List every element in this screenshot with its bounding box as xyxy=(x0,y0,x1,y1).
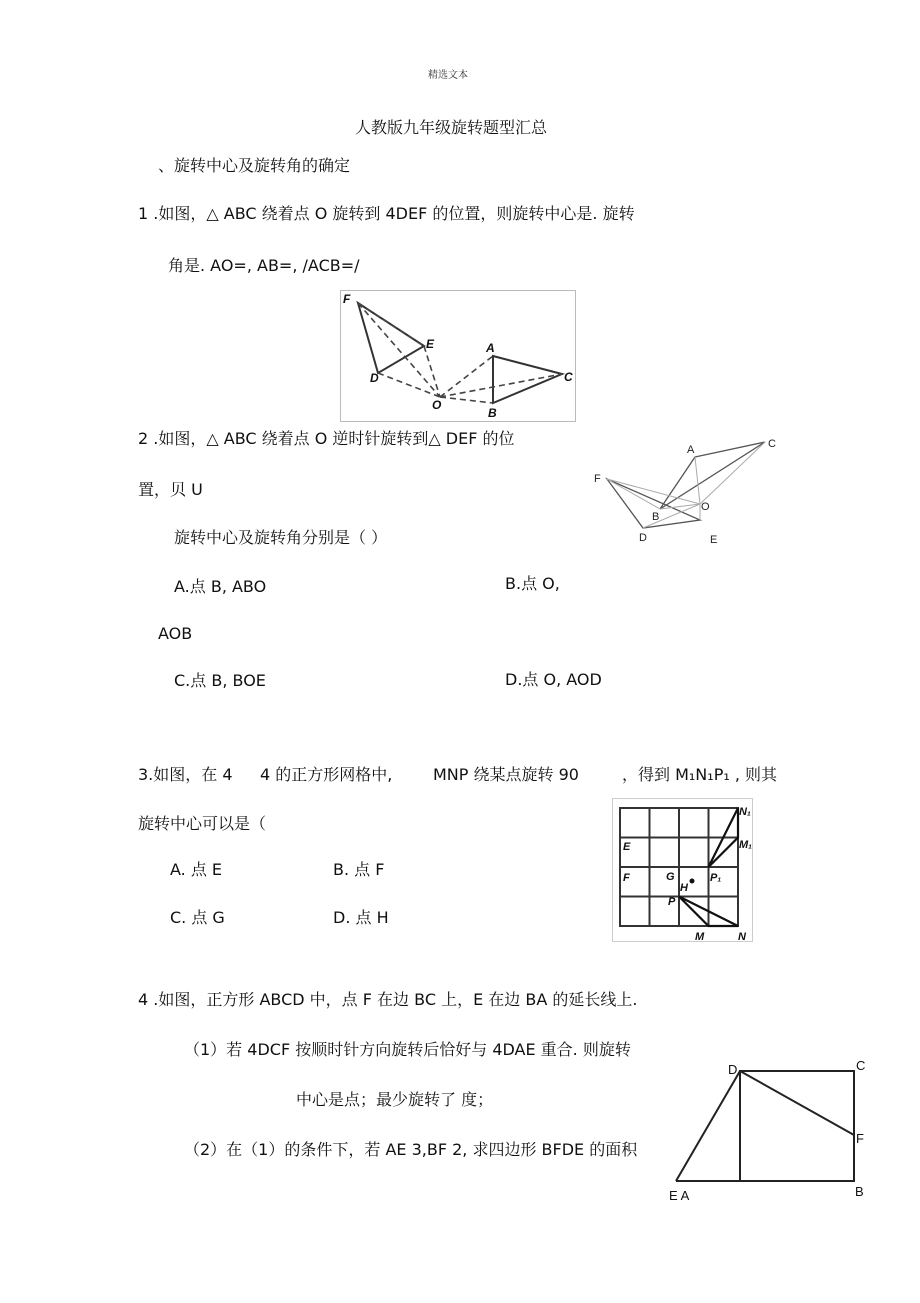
q1-label-A: A xyxy=(486,341,495,355)
q3-point-h xyxy=(690,879,695,884)
q2-label-A: A xyxy=(687,444,695,456)
q2-label-D: D xyxy=(639,532,647,544)
q4-line2: （1）若 4DCF 按顺时针方向旋转后恰好与 4DAE 重合. 则旋转 xyxy=(184,1040,631,1059)
q4-label-D: D xyxy=(728,1062,738,1077)
q1-label-C: C xyxy=(564,370,573,384)
q1-triangle-abc xyxy=(493,356,562,403)
q4-line-df xyxy=(740,1071,854,1135)
q3-figure xyxy=(612,798,762,943)
q4-label-EA: E A xyxy=(669,1188,690,1203)
q2-line2: 置，贝 U xyxy=(138,480,203,499)
q3-label-E: E xyxy=(623,841,631,853)
section-heading: 、旋转中心及旋转角的确定 xyxy=(158,156,351,175)
page-header: 精选文本 xyxy=(428,70,468,81)
q1-figure xyxy=(340,290,580,422)
q1-label-D: D xyxy=(370,371,379,385)
q3-part2: 4 的正方形网格中, xyxy=(260,765,393,784)
q1-label-O: O xyxy=(432,398,442,412)
q2-triangle-abc xyxy=(660,442,765,509)
q3-part4: ，得到 M₁N₁P₁ , 则其 xyxy=(622,765,778,784)
q2-figure xyxy=(590,432,790,552)
q2-label-O: O xyxy=(701,501,710,513)
q4-figure xyxy=(660,1055,880,1210)
q1-dashed-lines xyxy=(358,303,562,403)
q2-line3: 旋转中心及旋转角分别是（ ） xyxy=(174,528,388,547)
q3-label-H: H xyxy=(680,882,688,894)
q1-line1: 1 .如图，△ ABC 绕着点 O 旋转到 4DEF 的位置，则旋转中心是. 旋转 xyxy=(138,204,635,223)
q4-label-F: F xyxy=(856,1131,864,1146)
q4-label-C: C xyxy=(856,1058,866,1073)
q2-label-E: E xyxy=(710,534,718,546)
q1-label-E: E xyxy=(426,337,435,351)
q1-label-F: F xyxy=(343,292,351,306)
q4-label-B: B xyxy=(855,1184,864,1199)
q3-label-N: N xyxy=(738,931,746,943)
q2-option-b-cont: AOB xyxy=(158,624,193,643)
q3-line2: 旋转中心可以是（ xyxy=(138,814,267,833)
q1-label-B: B xyxy=(488,406,497,420)
q2-option-c: C.点 B, BOE xyxy=(174,671,266,690)
q3-label-P: P xyxy=(668,896,676,908)
q3-option-d: D. 点 H xyxy=(333,908,389,927)
q2-label-B: B xyxy=(652,511,660,523)
q3-label-M1: M₁ xyxy=(739,839,753,851)
q3-label-M: M xyxy=(695,931,705,943)
q2-option-d: D.点 O, AOD xyxy=(505,670,602,689)
q4-line1: 4 .如图，正方形 ABCD 中，点 F 在边 BC 上，E 在边 BA 的延长线上. xyxy=(138,990,638,1009)
q3-label-P1: P₁ xyxy=(710,872,722,884)
q2-label-C: C xyxy=(768,438,776,450)
q3-part3: MNP 绕某点旋转 90 xyxy=(433,765,579,784)
q2-label-F: F xyxy=(594,473,601,485)
q3-option-c: C. 点 G xyxy=(170,908,225,927)
q2-option-a: A.点 B, ABO xyxy=(174,577,267,596)
q4-line4: （2）在（1）的条件下，若 AE 3,BF 2, 求四边形 BFDE 的面积 xyxy=(184,1140,638,1159)
q1-figure-border xyxy=(341,291,576,422)
q4-line-de xyxy=(676,1071,740,1181)
q2-option-b: B.点 O, xyxy=(505,574,560,593)
q3-option-a: A. 点 E xyxy=(170,860,223,879)
q1-line2: 角是. AO=, AB=, /ACB=/ xyxy=(168,256,360,275)
q3-grid xyxy=(620,808,738,926)
q3-label-N1: N₁ xyxy=(739,806,751,818)
q4-line3: 中心是点；最少旋转了 度； xyxy=(296,1090,494,1109)
q3-label-F: F xyxy=(623,872,630,884)
q3-label-G: G xyxy=(666,871,675,883)
q2-line1: 2 .如图，△ ABC 绕着点 O 逆时针旋转到△ DEF 的位 xyxy=(138,429,515,448)
q3-option-b: B. 点 F xyxy=(333,860,385,879)
q2-construction-lines xyxy=(607,442,765,528)
q3-part1: 3.如图，在 4 xyxy=(138,765,233,784)
page-title: 人教版九年级旋转题型汇总 xyxy=(355,118,548,137)
